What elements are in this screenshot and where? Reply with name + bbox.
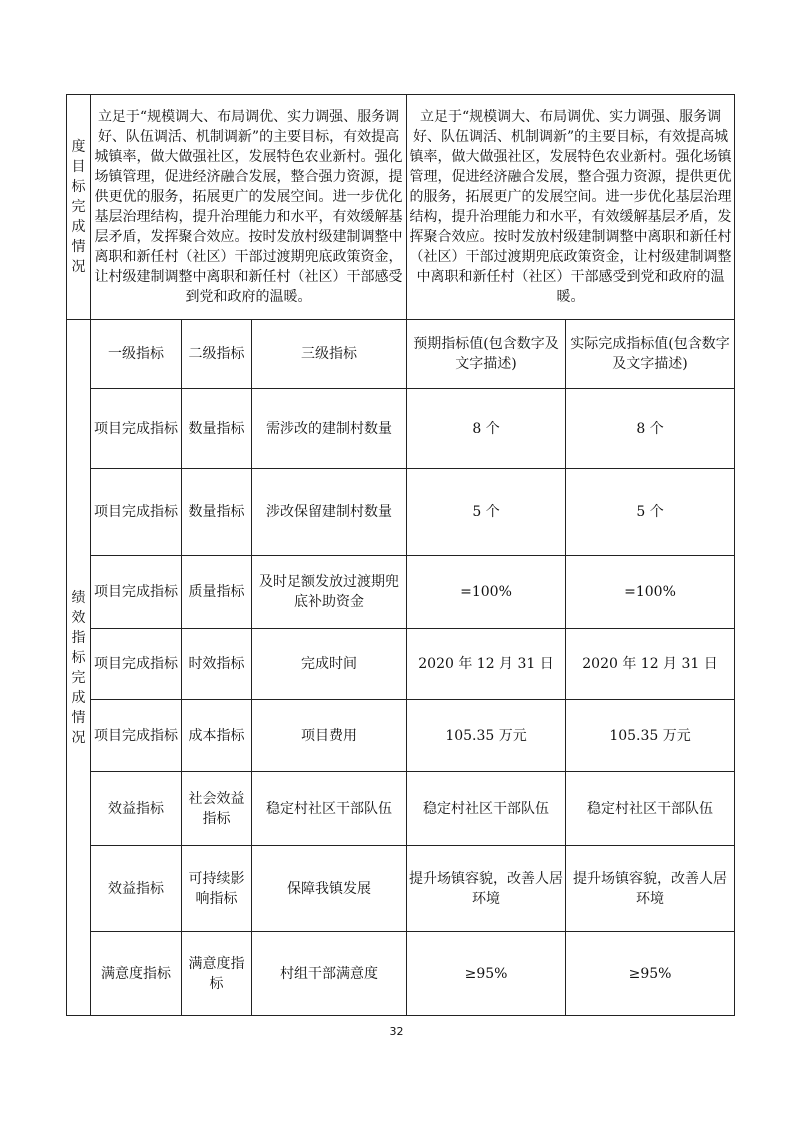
cell-expected: =100% (407, 556, 566, 629)
cell-actual: =100% (566, 556, 735, 629)
cell-level3: 村组干部满意度 (252, 932, 407, 1016)
cell-expected: 2020 年 12 月 31 日 (407, 629, 566, 700)
cell-level2: 质量指标 (182, 556, 252, 629)
cell-level1: 项目完成指标 (91, 469, 182, 556)
table-row (67, 846, 735, 932)
performance-table (66, 94, 735, 1016)
cell-level3: 完成时间 (252, 629, 407, 700)
cell-actual: 提升场镇容貌，改善人居环境 (566, 846, 735, 932)
cell-expected: ≥95% (407, 932, 566, 1016)
cell-level2: 时效指标 (182, 629, 252, 700)
cell-actual: 105.35 万元 (566, 700, 735, 772)
header-row (67, 320, 735, 389)
cell-expected: 5 个 (407, 469, 566, 556)
header-level1: 一级指标 (91, 320, 182, 389)
cell-level1: 项目完成指标 (91, 629, 182, 700)
cell-level3: 需涉改的建制村数量 (252, 389, 407, 469)
cell-level2: 数量指标 (182, 469, 252, 556)
cell-actual: 2020 年 12 月 31 日 (566, 629, 735, 700)
header-level3: 三级指标 (252, 320, 407, 389)
cell-level2: 社会效益指标 (182, 772, 252, 846)
cell-level3: 稳定村社区干部队伍 (252, 772, 407, 846)
table-row (67, 629, 735, 700)
goal-row (67, 95, 735, 320)
cell-expected: 8 个 (407, 389, 566, 469)
table-row (67, 556, 735, 629)
cell-level2: 成本指标 (182, 700, 252, 772)
cell-level3: 保障我镇发展 (252, 846, 407, 932)
cell-expected: 稳定村社区干部队伍 (407, 772, 566, 846)
cell-level3: 及时足额发放过渡期兜底补助资金 (252, 556, 407, 629)
goal-planned-text: 立足于“规模调大、布局调优、实力调强、服务调好、队伍调活、机制调新”的主要目标，有效提高城镇率，做大做强社区，发展特色农业新村。强化场镇管理，促进经济融合发展，整合强力资源，提供更优的服务，拓展更广的发展空间。进一步优化基层治理结构，提升治理能力和水平，有效缓解基层矛盾，发挥聚合效应。按时发放村级建制调整中离职和新任村（社区）干部过渡期兜底政策资金，让村级建制调整中离职和新任村（社区）干部感受到党和政府的温暖。 (91, 95, 407, 320)
cell-level1: 项目完成指标 (91, 700, 182, 772)
table-row (67, 772, 735, 846)
table-row (67, 389, 735, 469)
cell-level3: 项目费用 (252, 700, 407, 772)
header-level2: 二级指标 (182, 320, 252, 389)
cell-expected: 105.35 万元 (407, 700, 566, 772)
cell-actual: 稳定村社区干部队伍 (566, 772, 735, 846)
table-row (67, 700, 735, 772)
cell-level2: 数量指标 (182, 389, 252, 469)
cell-level1: 项目完成指标 (91, 389, 182, 469)
cell-level1: 效益指标 (91, 846, 182, 932)
cell-level1: 项目完成指标 (91, 556, 182, 629)
table-row (67, 932, 735, 1016)
cell-level2: 可持续影响指标 (182, 846, 252, 932)
table-row (67, 469, 735, 556)
cell-level1: 效益指标 (91, 772, 182, 846)
cell-actual: ≥95% (566, 932, 735, 1016)
cell-level2: 满意度指标 (182, 932, 252, 1016)
header-actual: 实际完成指标值(包含数字及文字描述) (566, 320, 735, 389)
page-number: 32 (389, 1025, 404, 1038)
goal-side-label: 度 目 标 完 成 情 况 (67, 95, 91, 320)
performance-side-label: 绩 效 指 标 完 成 情 况 (67, 320, 91, 1016)
cell-actual: 5 个 (566, 469, 735, 556)
cell-level3: 涉改保留建制村数量 (252, 469, 407, 556)
cell-level1: 满意度指标 (91, 932, 182, 1016)
header-expected: 预期指标值(包含数字及文字描述) (407, 320, 566, 389)
goal-actual-text: 立足于“规模调大、布局调优、实力调强、服务调好、队伍调活、机制调新”的主要目标，有效提高城镇率，做大做强社区，发展特色农业新村。强化场镇管理，促进经济融合发展，整合强力资源，提供更优的服务，拓展更广的发展空间。进一步优化基层治理结构，提升治理能力和水平，有效缓解基层矛盾，发挥聚合效应。按时发放村级建制调整中离职和新任村（社区）干部过渡期兜底政策资金，让村级建制调整中离职和新任村（社区）干部感受到党和政府的温暖。 (407, 95, 735, 320)
cell-actual: 8 个 (566, 389, 735, 469)
cell-expected: 提升场镇容貌，改善人居环境 (407, 846, 566, 932)
